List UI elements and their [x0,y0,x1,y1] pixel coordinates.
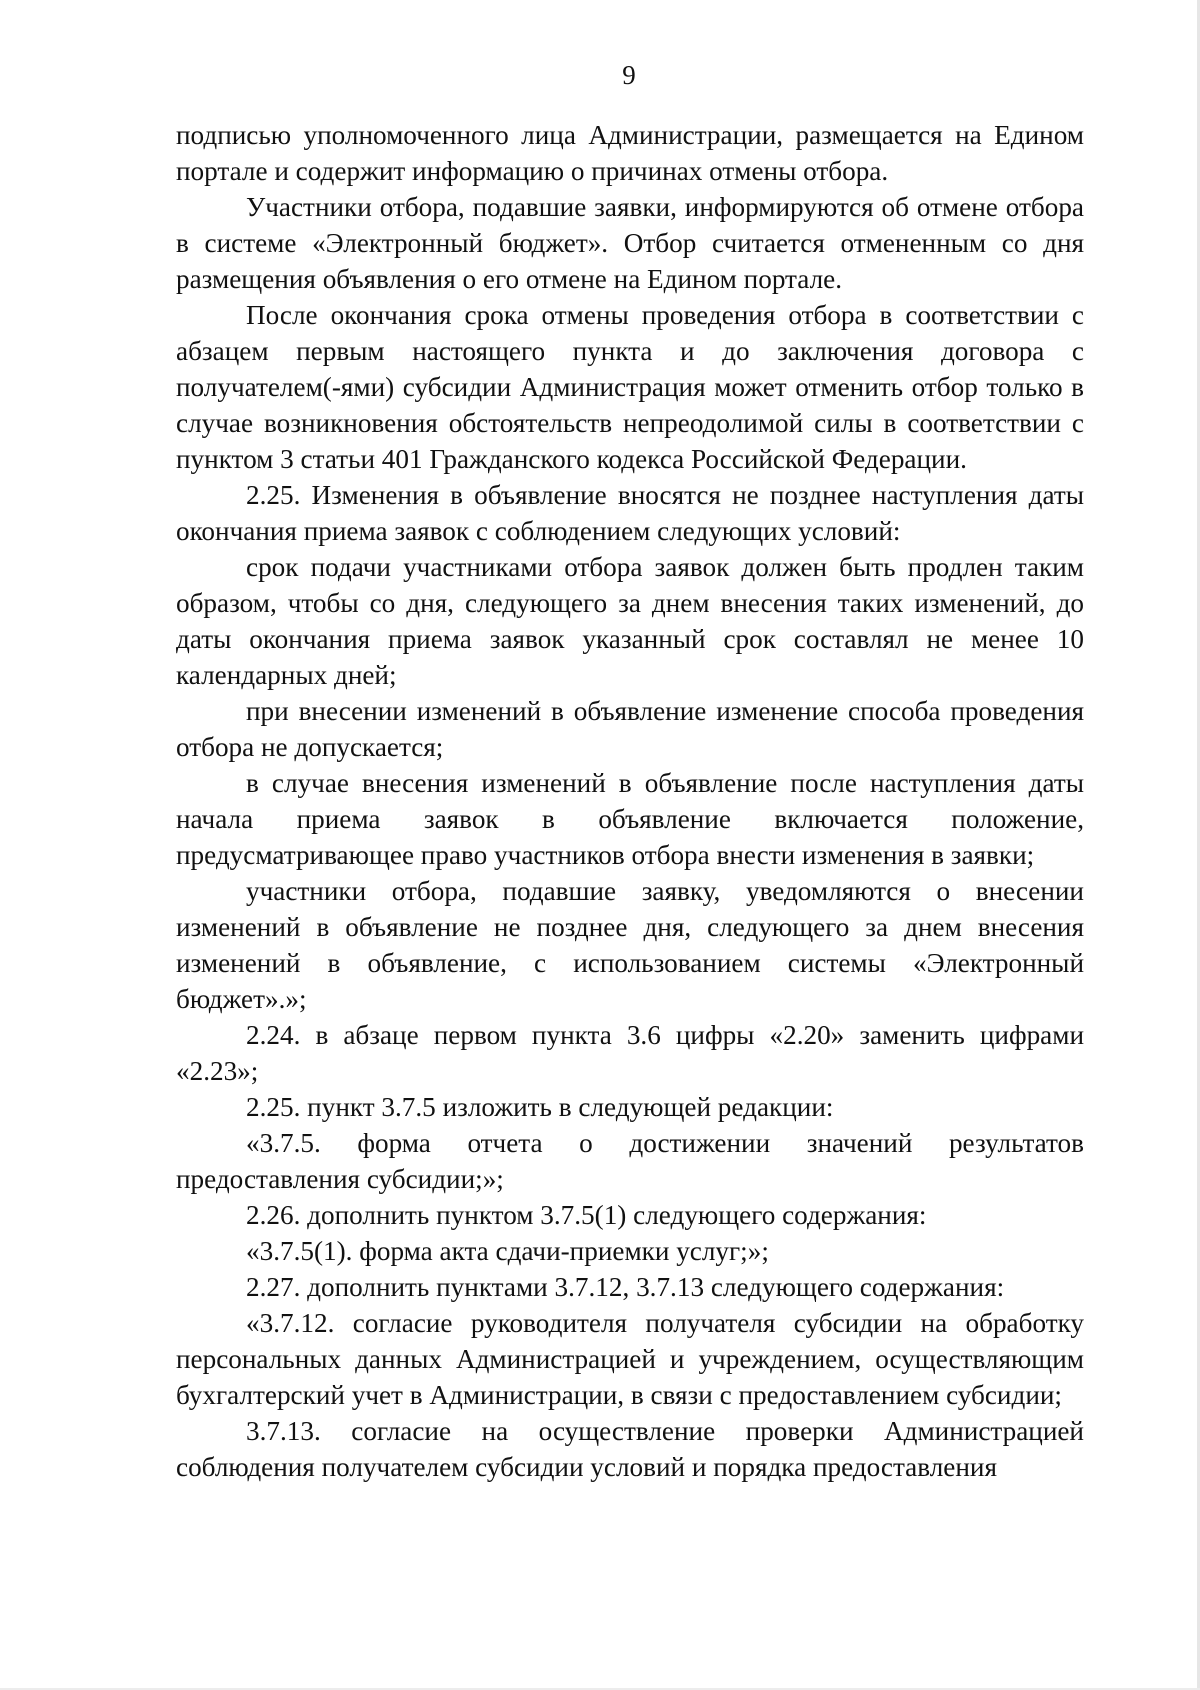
paragraph: 2.26. дополнить пунктом 3.7.5(1) следующего содержания: [246,1200,927,1230]
paragraph: подписью уполномоченного лица Администрации, размещается на Едином портале и содержит информацию о причинах отмены отбора. [176,120,1084,186]
paragraph: 2.25. Изменения в объявление вносятся не позднее наступления даты окончания приема заявок с соблюдением следующих условий: [176,480,1084,546]
paragraph: 2.25. пункт 3.7.5 изложить в следующей редакции: [246,1092,834,1122]
paragraph: После окончания срока отмены проведения отбора в соответствии с абзацем первым настоящего пункта и до заключения договора с получателем(-ями) субсидии Администрация может отменить отбор только в случае возникновения обстоятельств непреодолимой силы в соответствии с пунктом 3 статьи 401 Гражданского кодекса Российской Федерации. [176,300,1084,474]
paragraph: 2.27. дополнить пунктами 3.7.12, 3.7.13 следующего содержания: [246,1272,1005,1302]
body-text [176,117,1084,1485]
paragraph: «3.7.5. форма отчета о достижении значений результатов предоставления субсидии;»; [176,1128,1084,1194]
paragraph: Участники отбора, подавшие заявки, информируются об отмене отбора в системе «Электронный бюджет». Отбор считается отмененным со дня размещения объявления о его отмене на Едином портале. [176,192,1084,294]
paragraph: срок подачи участниками отбора заявок должен быть продлен таким образом, чтобы со дня, следующего за днем внесения таких изменений, до даты окончания приема заявок указанный срок составлял не менее 10 календарных дней; [176,552,1084,690]
paragraph: участники отбора, подавшие заявку, уведомляются о внесении изменений в объявление не позднее дня, следующего за днем внесения изменений в объявление, с использованием системы «Электронный бюджет».»; [176,876,1084,1014]
paragraph: в случае внесения изменений в объявление после наступления даты начала приема заявок в объявление включается положение, предусматривающее право участников отбора внести изменения в заявки; [176,768,1084,870]
paragraph: 2.24. в абзаце первом пункта 3.6 цифры «2.20» заменить цифрами «2.23»; [176,1020,1084,1086]
paragraph: «3.7.12. согласие руководителя получателя субсидии на обработку персональных данных Администрацией и учреждением, осуществляющим бухгалтерский учет в Администрации, в связи с предоставлением субсидии; [176,1308,1084,1410]
page-number: 9 [622,60,636,90]
paragraph: 3.7.13. согласие на осуществление проверки Администрацией соблюдения получателем субсидии условий и порядка предоставления [176,1416,1084,1482]
paragraph: при внесении изменений в объявление изменение способа проведения отбора не допускается; [176,696,1084,762]
paragraph: «3.7.5(1). форма акта сдачи-приемки услуг;»; [246,1236,769,1266]
